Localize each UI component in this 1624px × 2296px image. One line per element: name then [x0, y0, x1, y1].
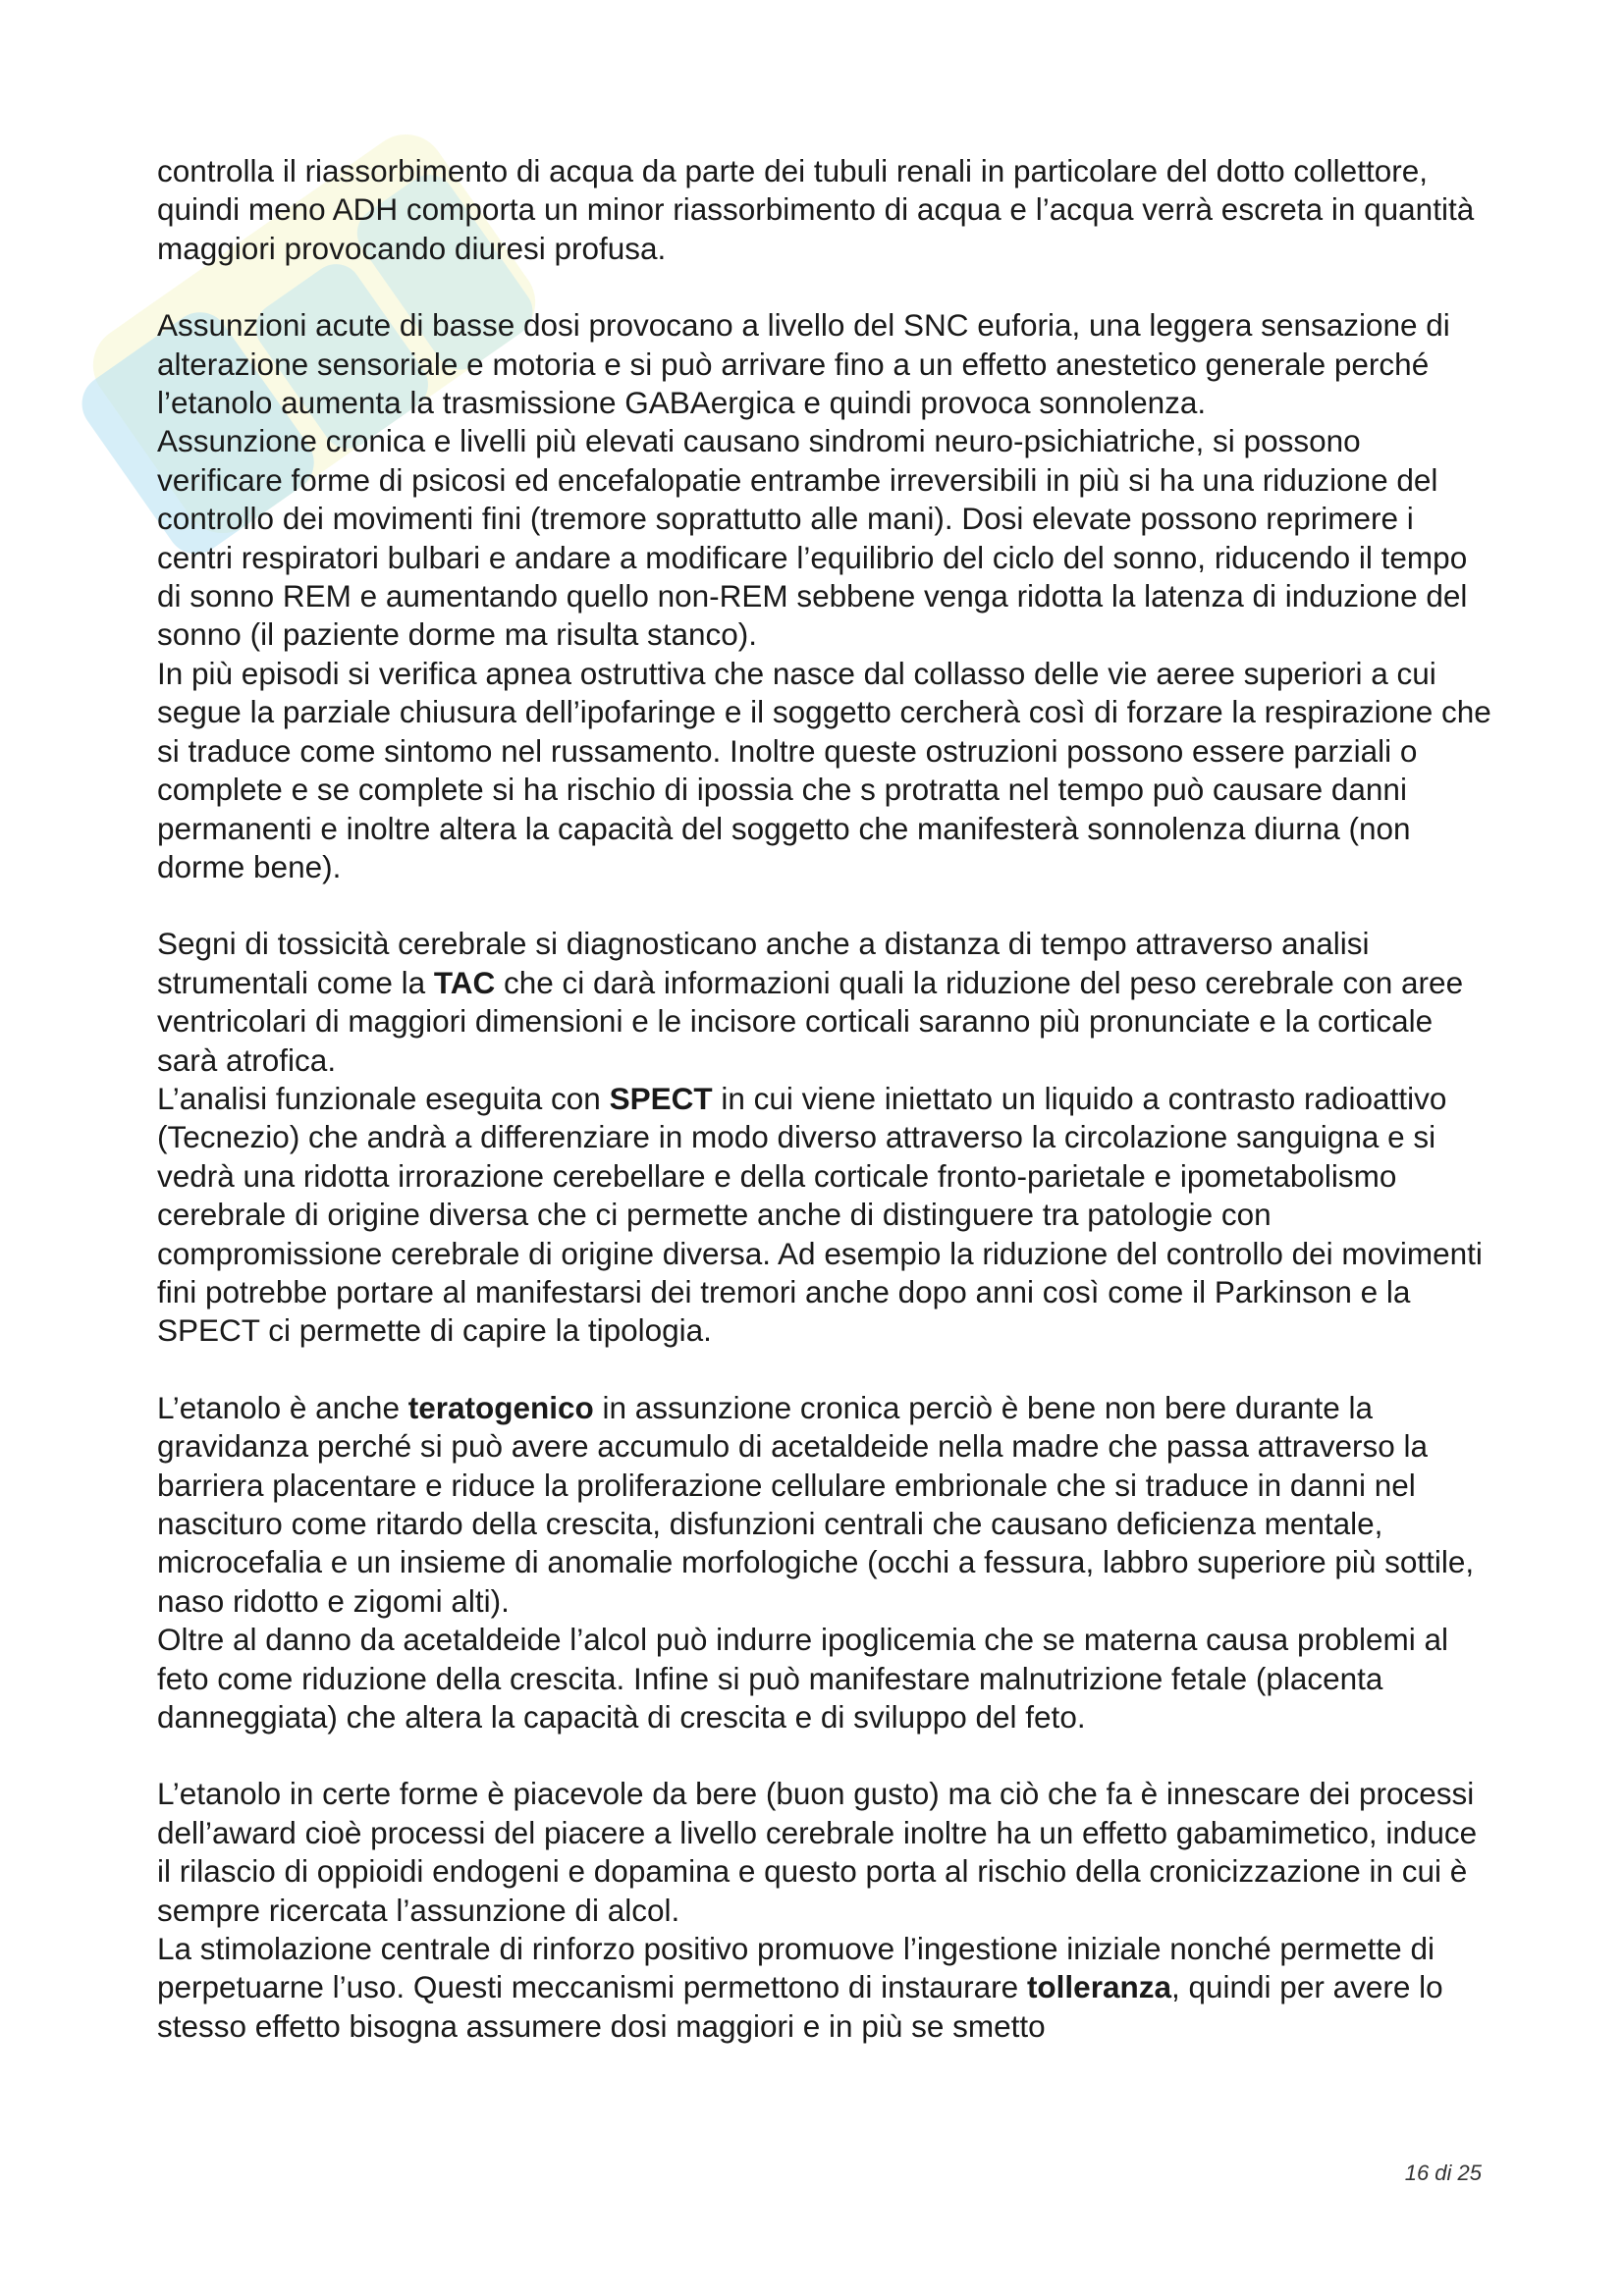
paragraph-text: , quindi per avere lo stesso effetto bisogna assumere dosi maggiori e in più se smetto — [157, 1969, 1443, 2044]
paragraph-text: in assunzione cronica perciò è bene non bere durante la gravidanza perché si può avere accumulo di acetaldeide nella madre che passa attraverso la barriera placentare e riduce la proliferazione cellulare embrionale che si traduce in danni nel nascituro come ritardo della crescita, disfunzioni centrali che causano deficienza mentale, microcefalia e un insieme di anomalie morfologiche (occhi a fessura, labbro superiore più sottile, naso ridotto e zigomi alti). — [157, 1389, 1475, 1619]
paragraph — [157, 1775, 1492, 1930]
paragraph — [157, 925, 1492, 1080]
paragraph-text: che ci darà informazioni quali la riduzione del peso cerebrale con aree ventricolari di maggiori dimensioni e le incisore corticali saranno più pronunciate e la corticale sarà atrofica. — [157, 964, 1464, 1078]
page-number: 16 di 25 — [1404, 2161, 1482, 2185]
paragraph — [157, 1389, 1492, 1621]
paragraph — [157, 1621, 1492, 1736]
bold-term: TAC — [433, 964, 496, 1000]
paragraph — [157, 422, 1492, 654]
paragraph-text: L’etanolo in certe forme è piacevole da bere (buon gusto) ma ciò che fa è innescare dei processi dell’award cioè processi del piacere a livello cerebrale inoltre ha un effetto gabamimetico, induce il rilascio di oppioidi endogeni e dopamina e questo porta al rischio della cronicizzazione in cui è sempre ricercata l’assunzione di alcol. — [157, 1776, 1478, 1928]
bold-term: tolleranza — [1026, 1969, 1171, 2005]
paragraph-text: Assunzione cronica e livelli più elevati causano sindromi neuro-psichiatriche, si possono verificare forme di psicosi ed encefalopatie entrambe irreversibili in più si ha una riduzione del controllo dei movimenti fini (tremore soprattutto alle mani). Dosi elevate possono reprimere i centri respiratori bulbari e andare a modificare l’equilibrio del ciclo del sonno, riducendo il tempo di sonno REM e aumentando quello non-REM sebbene venga ridotta la latenza di induzione del sonno (il paziente dorme ma risulta stanco). — [157, 423, 1468, 653]
document-body — [157, 152, 1492, 2046]
paragraph — [157, 655, 1492, 886]
paragraph-text: La stimolazione centrale di rinforzo positivo promuove l’ingestione iniziale nonché permette di perpetuarne l’uso. Questi meccanismi permettono di instaurare — [157, 1931, 1435, 2005]
paragraph-text: Oltre al danno da acetaldeide l’alcol può indurre ipoglicemia che se materna causa problemi al feto come riduzione della crescita. Infine si può manifestare malnutrizione fetale (placenta danneggiata) che altera la capacità di crescita e di sviluppo del feto. — [157, 1622, 1449, 1735]
paragraph-text: L’etanolo è anche — [157, 1389, 408, 1425]
paragraph-text: in cui viene iniettato un liquido a contrasto radioattivo (Tecnezio) che andrà a differenziare in modo diverso attraverso la circolazione sanguigna e si vedrà una ridotta irrorazione cerebellare e della corticale fronto-parietale e ipometabolismo cerebrale di origine diversa che ci permette anche di distinguere tra patologie con compromissione cerebrale di origine diversa. Ad esempio la riduzione del controllo dei movimenti fini potrebbe portare al manifestarsi dei tremori anche dopo anni così come il Parkinson e la SPECT ci permette di capire la tipologia. — [157, 1080, 1483, 1349]
paragraph — [157, 306, 1492, 422]
paragraph — [157, 152, 1492, 268]
paragraph-text: L’analisi funzionale eseguita con — [157, 1080, 610, 1116]
paragraph-text: Segni di tossicità cerebrale si diagnosticano anche a distanza di tempo attraverso analisi strumentali come la — [157, 926, 1370, 1000]
paragraph-text: controlla il riassorbimento di acqua da parte dei tubuli renali in particolare del dotto collettore, quindi meno ADH comporta un minor riassorbimento di acqua e l’acqua verrà escreta in quantità maggiori provocando diuresi profusa. — [157, 153, 1475, 266]
paragraph — [157, 1080, 1492, 1351]
paragraph-text: In più episodi si verifica apnea ostruttiva che nasce dal collasso delle vie aeree superiori a cui segue la parziale chiusura dell’ipofaringe e il soggetto cercherà così di forzare la respirazione che si traduce come sintomo nel russamento. Inoltre queste ostruzioni possono essere parziali o complete e se complete si ha rischio di ipossia che s protratta nel tempo può causare danni permanenti e inoltre altera la capacità del soggetto che manifesterà sonnolenza diurna (non dorme bene). — [157, 655, 1491, 884]
bold-term: SPECT — [609, 1080, 713, 1116]
bold-term: teratogenico — [407, 1389, 594, 1425]
paragraph — [157, 1930, 1492, 2046]
paragraph-text: Assunzioni acute di basse dosi provocano a livello del SNC euforia, una leggera sensazione di alterazione sensoriale e motoria e si può arrivare fino a un effetto anestetico generale perché l’etanolo aumenta la trasmissione GABAergica e quindi provoca sonnolenza. — [157, 307, 1450, 421]
